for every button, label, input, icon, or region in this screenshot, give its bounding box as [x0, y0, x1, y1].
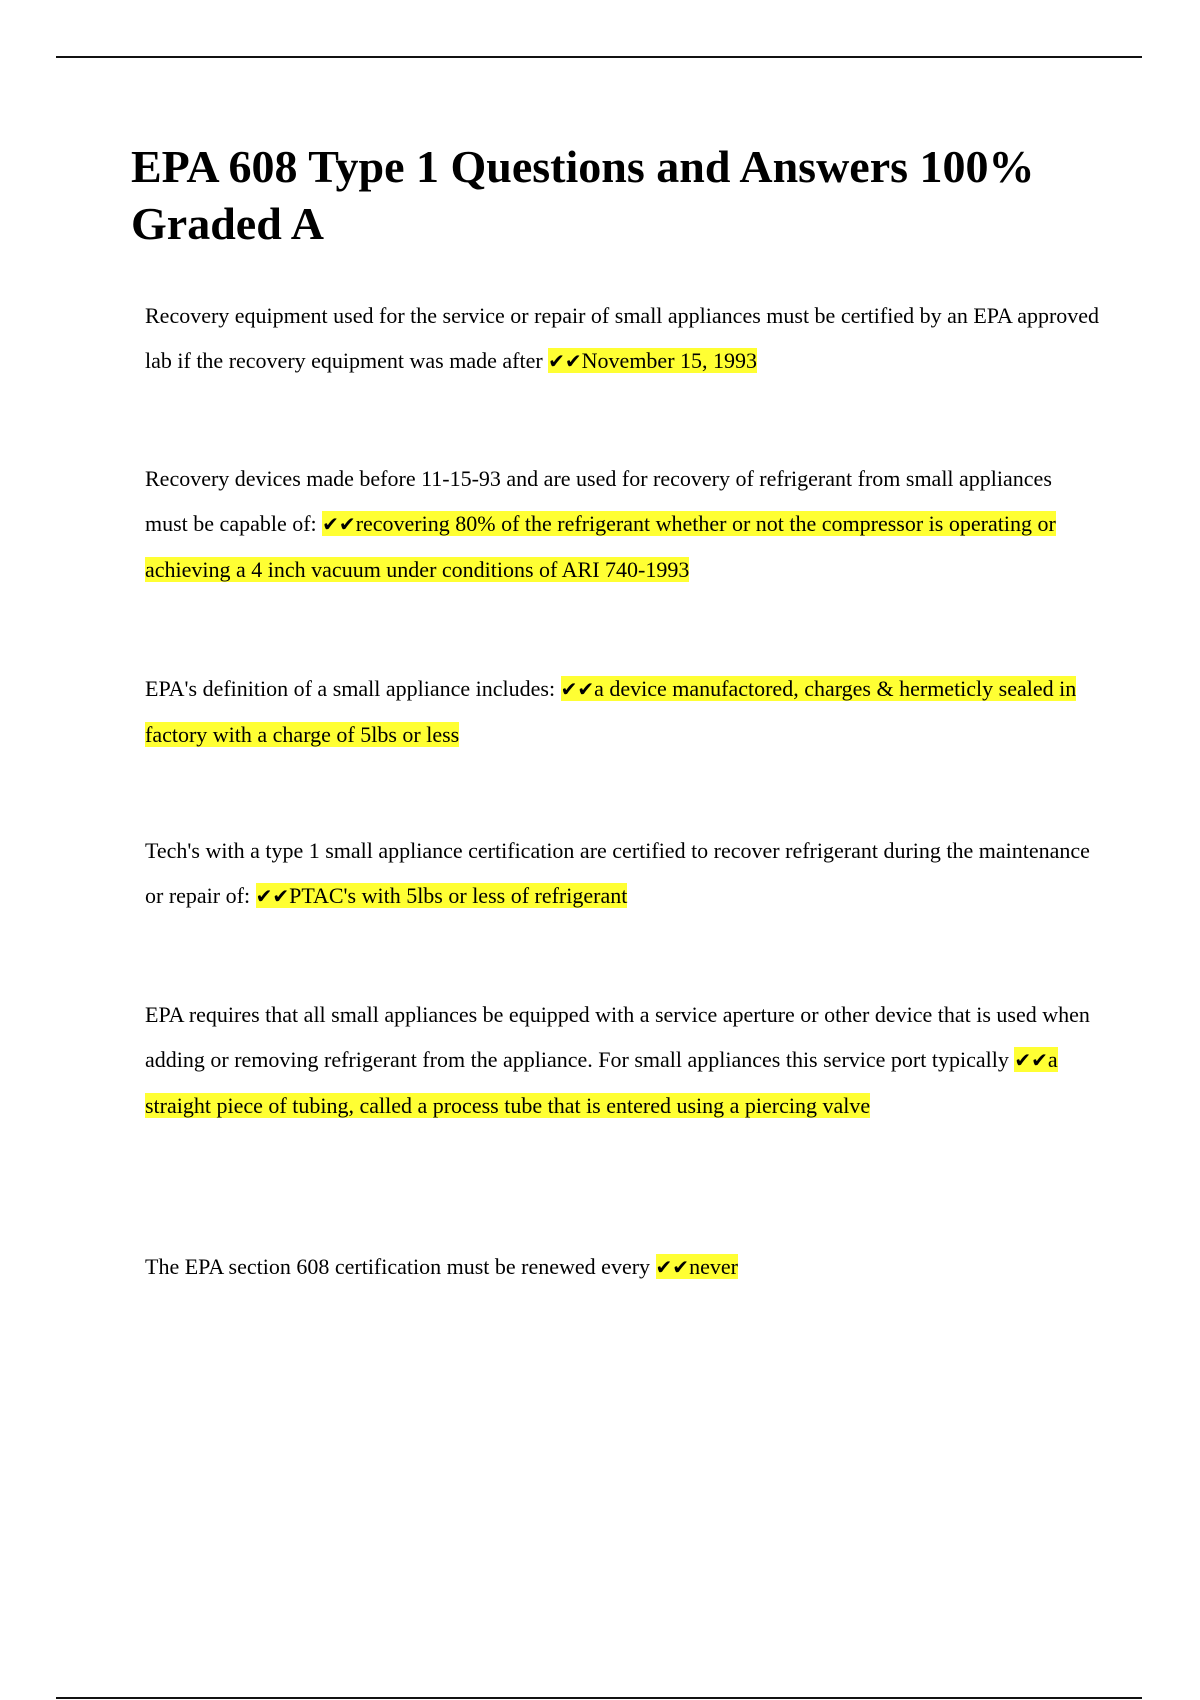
double-check-icon: ✔✔: [548, 349, 582, 373]
qa-item-3: [145, 666, 1100, 757]
question-text: Recovery equipment used for the service or repair of small appliances must be certified by an EPA approved lab if the recovery equipment was made after: [145, 303, 1100, 373]
answer-highlight: [256, 883, 628, 908]
qa-item-5: [145, 992, 1100, 1128]
document-title: EPA 608 Type 1 Questions and Answers 100% Graded A: [131, 141, 1035, 249]
qa-item-2: [145, 456, 1100, 592]
double-check-icon: ✔✔: [560, 677, 595, 701]
answer-highlight: [656, 1254, 738, 1279]
double-check-icon: ✔✔: [655, 1255, 690, 1279]
answer-text: a device manufactored, charges & hermeticly sealed in factory with a charge of 5lbs or less: [145, 676, 1077, 747]
question-text: EPA requires that all small appliances be equipped with a service aperture or other device that is used when adding or removing refrigerant from the appliance. For small appliances this service port typically: [145, 1002, 1090, 1072]
double-check-icon: ✔✔: [255, 884, 290, 908]
question-text: Tech's with a type 1 small appliance certification are certified to recover refrigerant during the maintenance or repair of:: [145, 838, 1090, 908]
answer-text: November 15, 1993: [581, 348, 758, 373]
top-rule: [56, 56, 1142, 58]
qa-item-1: [145, 293, 1100, 384]
question-text: The EPA section 608 certification must be renewed every: [145, 1254, 651, 1279]
double-check-icon: ✔✔: [322, 512, 356, 536]
answer-text: recovering 80% of the refrigerant whether or not the compressor is operating or achieving a 4 inch vacuum under conditions of ARI 740-1993: [145, 511, 1056, 582]
answer-text: a straight piece of tubing, called a process tube that is entered using a piercing valve: [145, 1047, 1058, 1118]
question-text: Recovery devices made before 11-15-93 and are used for recovery of refrigerant from small appliances must be capable of:: [145, 466, 1052, 536]
answer-text: never: [689, 1254, 738, 1279]
answer-text: PTAC's with 5lbs or less of refrigerant: [289, 883, 628, 908]
question-text: EPA's definition of a small appliance includes:: [145, 676, 556, 701]
qa-item-4: [145, 828, 1100, 919]
answer-highlight: [548, 348, 757, 373]
double-check-icon: ✔✔: [1014, 1048, 1048, 1072]
qa-item-6: [145, 1244, 1100, 1290]
bottom-rule: [56, 1697, 1142, 1699]
